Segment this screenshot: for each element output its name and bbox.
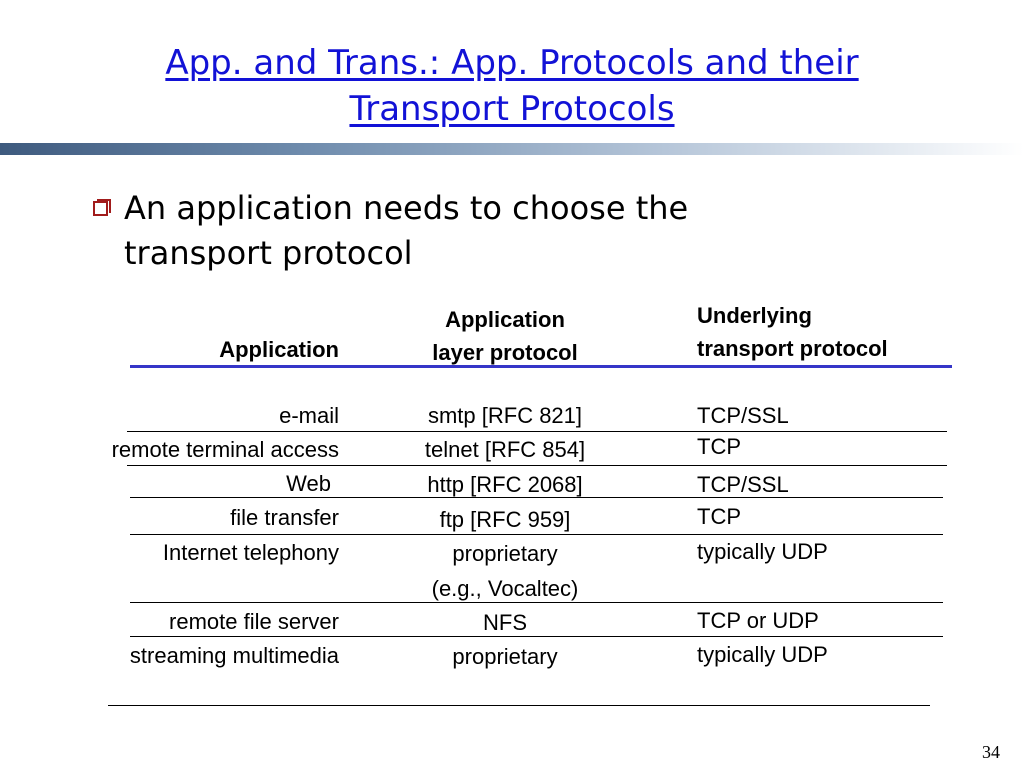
header-app-protocol [370,303,640,369]
row-6-transport: TCP or UDP [697,608,819,633]
row-2-application: remote terminal access [111,437,339,462]
row-6-application: remote file server [169,609,339,634]
row-divider [130,534,943,535]
row-7-protocol: proprietary [452,644,558,669]
row-divider [130,602,943,603]
row-divider [130,636,943,637]
row-4-application: file transfer [230,505,339,530]
header-transport-line-2: transport protocol [697,336,888,361]
header-app-protocol-line-1: Application [445,307,565,332]
row-divider [127,431,947,432]
row-5-protocol: proprietary [452,541,558,566]
row-5-protocol-line-2: (e.g., Vocaltec) [431,576,579,601]
row-2-transport: TCP [697,434,741,459]
row-divider [127,465,947,466]
header-app-protocol-line-2: layer protocol [432,340,578,365]
row-1-application: e-mail [279,403,339,428]
header-application: Application [219,337,339,362]
row-7-application: streaming multimedia [129,643,339,668]
row-7-transport: typically UDP [697,642,828,667]
bullet-text: An application needs to choose the transport protocol [124,189,689,272]
title-line-2: Transport Protocols [349,89,675,129]
row-3-transport: TCP/SSL [697,472,789,497]
row-1-transport: TCP/SSL [697,403,789,428]
row-2-protocol: telnet [RFC 854] [424,437,586,462]
bullet-checkbox-icon [92,198,112,218]
title-line-1: App. and Trans.: App. Protocols and their [165,43,859,83]
row-divider [130,497,943,498]
title-divider-bar [0,143,1024,155]
row-1-protocol: smtp [RFC 821] [427,403,583,428]
row-3-protocol: http [RFC 2068] [427,472,583,497]
row-4-transport: TCP [697,504,741,529]
row-4-protocol: ftp [RFC 959] [439,507,571,532]
header-transport [697,299,888,365]
slide-title [0,40,1024,132]
row-3-application: Web [286,471,331,496]
row-5-transport: typically UDP [697,539,828,564]
header-underline [130,365,952,368]
row-5-application: Internet telephony [162,540,339,565]
row-6-protocol: NFS [483,610,527,635]
header-transport-line-1: Underlying [697,303,812,328]
page-number: 34 [982,742,1000,762]
table-bottom-line [108,705,930,706]
